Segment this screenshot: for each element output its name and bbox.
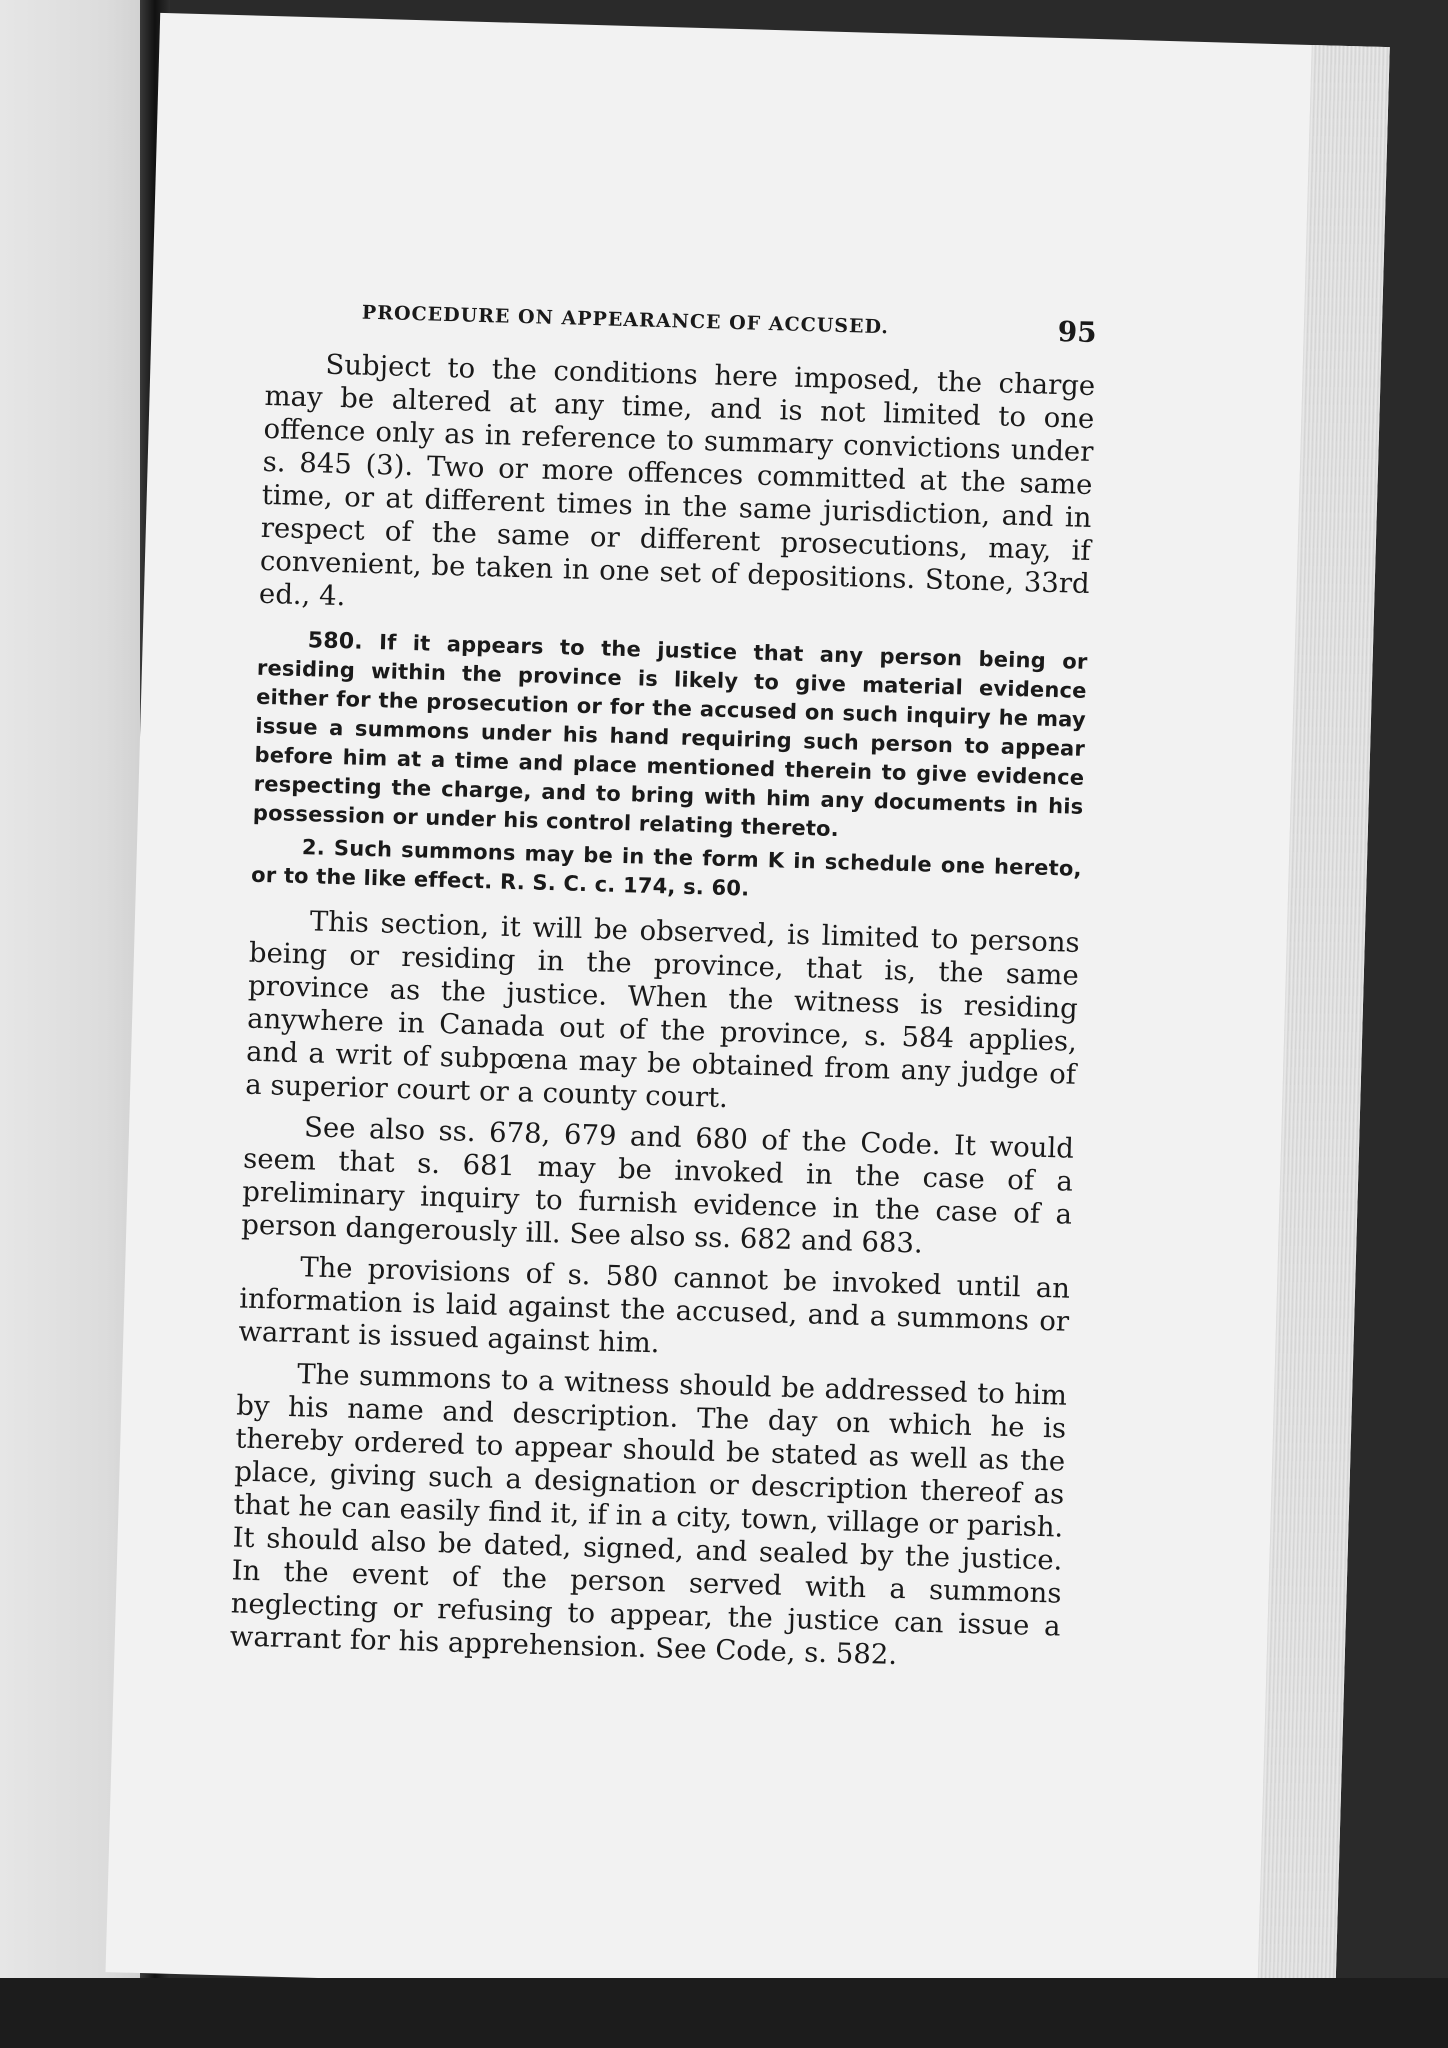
book-page <box>106 13 1390 2007</box>
statute-section-580 <box>251 625 1088 913</box>
page-stack-edge <box>1257 45 1390 2006</box>
statute-subsection-2: 2. Such summons may be in the form K in schedule one hereto, or to the like effect. R. S. C. c. 174, s. 60. <box>250 835 1083 901</box>
running-title: PROCEDURE ON APPEARANCE OF ACCUSED. <box>361 301 890 339</box>
page-number: 95 <box>1057 315 1098 350</box>
page-content <box>229 291 1097 1677</box>
paragraph-see-also: See also ss. 678, 679 and 680 of the Code. It would seem that s. 681 may be invoked in the case of a preliminary inquiry to furnish evidence in the case of a person dangerously ill. See also ss. 682 and 683. <box>240 1111 1075 1260</box>
section-number: 580. <box>307 628 364 655</box>
statute-subsection-1 <box>253 625 1088 851</box>
scan-bottom-edge <box>0 1978 1448 2048</box>
paragraph-province-limit: This section, it will be observed, is limited to persons being or residing in the province, that is, the same province as the justice. When the witness is residing anywhere in Canada out of the province, s. 584 applies, and a writ of subpœna may be obtained from any judge of a superior court or a county court. <box>244 905 1081 1115</box>
paragraph-charge-alteration: Subject to the conditions here imposed, the charge may be altered at any time, and is not limited to one offence only as in reference to summary convictions under s. 845 (3). Two or more offences committed at the same time, or at different times in the same jurisdiction, and in respect of the same or different prosecutions, may, if convenient, be taken in one set of depositions. Stone, 33rd ed., 4. <box>258 348 1096 613</box>
statute-text-1: If it appears to the justice that any person being or residing within the province is likely to give material evidence either for the prosecution or for the accused on such inquiry he may issue a summons under his hand requiring such person to appear before him at a time and place mentioned therein to give evidence respecting the charge, and to bring with him any documents in his possession or under his control relating thereto. <box>252 630 1088 842</box>
paragraph-provisions: The provisions of s. 580 cannot be invoked until an information is laid against the accused, and a summons or warrant is issued against him. <box>238 1251 1071 1360</box>
paragraph-summons-witness: The summons to a witness should be addressed to him by his name and description. The day on which he is thereby ordered to appear should be stated as well as the place, giving such a designation or description thereof as that he can easily find it, if in a city, town, village or parish. It should also be dated, signed, and sealed by the justice. In the event of the person served with a summons neglecting or refusing to appear, the justice can issue a warrant for his apprehension. See Code, s. 582. <box>229 1358 1068 1672</box>
